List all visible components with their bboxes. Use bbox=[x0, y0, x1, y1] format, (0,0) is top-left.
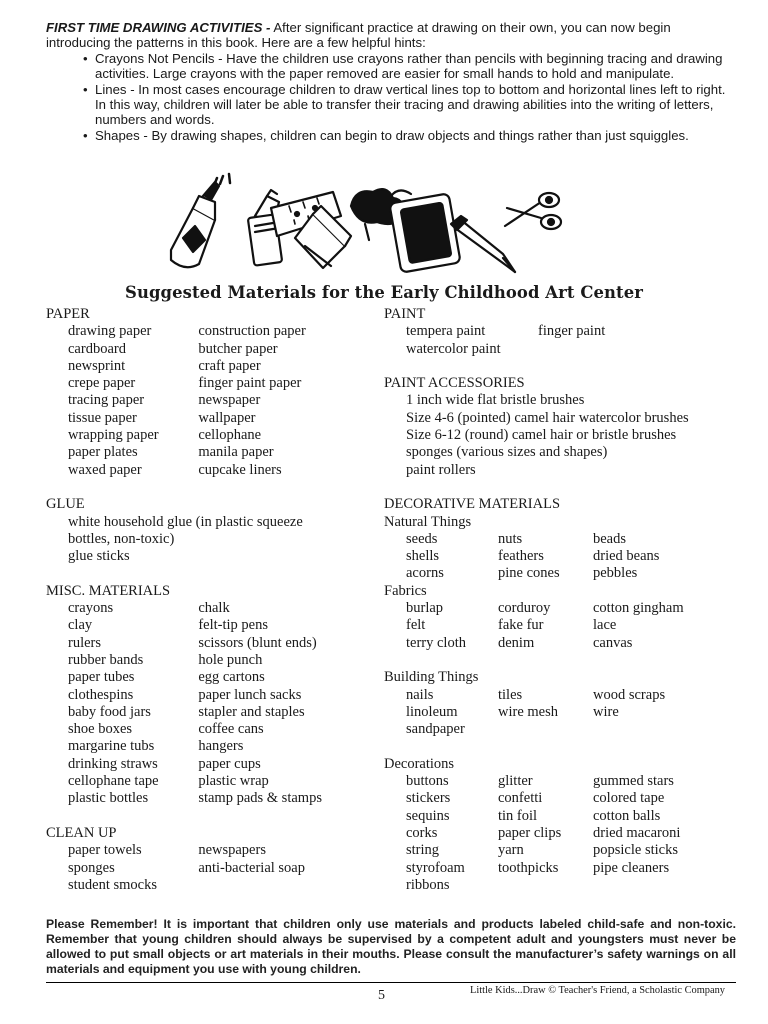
list-item: paper towels bbox=[68, 842, 142, 859]
list-item: sandpaper bbox=[406, 721, 465, 738]
list-item: construction paper bbox=[198, 323, 306, 340]
list-item: cotton balls bbox=[593, 807, 661, 824]
list-item: lace bbox=[593, 617, 617, 634]
list-row bbox=[384, 825, 744, 842]
list-item: drinking straws bbox=[68, 755, 158, 772]
list-item: tin foil bbox=[498, 807, 538, 824]
list-item: paper clips bbox=[498, 824, 562, 841]
list-item: clay bbox=[68, 617, 93, 634]
list-item: gummed stars bbox=[593, 773, 674, 790]
chalkboard-icon bbox=[389, 190, 460, 272]
list-item: finger paint paper bbox=[198, 375, 302, 392]
list-item: tracing paper bbox=[68, 392, 145, 409]
list-item: nuts bbox=[498, 530, 523, 547]
list-item: Size 6-12 (round) camel hair or bristle brushes bbox=[406, 427, 677, 444]
list-item: manila paper bbox=[198, 444, 274, 461]
list-row bbox=[46, 860, 376, 877]
list-item: sponges (various sizes and shapes) bbox=[406, 444, 608, 461]
section-decorative-materials bbox=[384, 496, 744, 894]
list-row bbox=[384, 842, 744, 859]
section-paint bbox=[384, 306, 744, 358]
hint-item: • Lines - In most cases encourage children to draw vertical lines top to bottom and horizontal lines left to right. In this way, children will later be able to transfer their tracing and drawing abilities into the writing of letters, numbers and words. bbox=[83, 81, 726, 128]
section-misc-materials bbox=[46, 583, 376, 808]
list-item: stapler and staples bbox=[198, 703, 305, 720]
list-item: sequins bbox=[406, 807, 450, 824]
list-item: fake fur bbox=[498, 617, 544, 634]
list-item: yarn bbox=[498, 842, 524, 859]
list-row bbox=[384, 565, 744, 582]
list-row bbox=[46, 375, 376, 392]
list-item: scissors (blunt ends) bbox=[198, 634, 317, 651]
list-item: baby food jars bbox=[68, 703, 151, 720]
list-item: margarine tubs bbox=[68, 738, 155, 755]
list-item: burlap bbox=[406, 600, 444, 617]
section-heading: CLEAN UP bbox=[46, 824, 117, 841]
list-item: toothpicks bbox=[498, 859, 559, 876]
list-item: waxed paper bbox=[68, 461, 142, 478]
list-item: pine cones bbox=[498, 565, 560, 582]
list-row bbox=[46, 635, 376, 652]
list-item: sponges bbox=[68, 859, 115, 876]
list-item: wire bbox=[593, 703, 619, 720]
list-row bbox=[384, 687, 744, 704]
list-row bbox=[46, 652, 376, 669]
list-row bbox=[46, 704, 376, 721]
list-item: popsicle sticks bbox=[593, 842, 678, 859]
subsection-heading: Natural Things bbox=[384, 513, 472, 530]
list-item: colored tape bbox=[593, 790, 665, 807]
list-row bbox=[46, 462, 376, 479]
list-item: cupcake liners bbox=[198, 461, 282, 478]
art-supplies-illustration bbox=[155, 168, 575, 276]
list-item: bottles, non-toxic) bbox=[68, 530, 175, 547]
page-number: 5 bbox=[378, 988, 385, 1003]
list-row bbox=[46, 756, 376, 773]
list-item: cardboard bbox=[68, 340, 126, 357]
list-item: felt-tip pens bbox=[198, 617, 268, 634]
list-item bbox=[593, 721, 743, 738]
list-item: confetti bbox=[498, 790, 543, 807]
list-item: chalk bbox=[198, 600, 230, 617]
list-item: crayons bbox=[68, 600, 114, 617]
list-item: terry cloth bbox=[406, 634, 466, 651]
list-item: plastic wrap bbox=[198, 773, 269, 790]
list-item: stickers bbox=[406, 790, 451, 807]
section-heading: PAINT bbox=[384, 306, 426, 322]
list-item: wallpaper bbox=[198, 409, 256, 426]
list-item: hangers bbox=[198, 738, 244, 755]
section-heading: GLUE bbox=[46, 496, 85, 513]
list-item: shells bbox=[406, 548, 440, 565]
section-heading: PAINT ACCESSORIES bbox=[384, 375, 525, 392]
section-paint-accessories bbox=[384, 375, 744, 479]
intro-paragraph bbox=[46, 20, 736, 143]
list-item: pebbles bbox=[593, 565, 638, 582]
list-row bbox=[46, 617, 376, 634]
bullet: • bbox=[83, 127, 88, 143]
list-item: styrofoam bbox=[406, 859, 465, 876]
subsection-heading: Fabrics bbox=[384, 582, 427, 599]
left-column bbox=[46, 306, 376, 894]
list-item: egg cartons bbox=[198, 669, 265, 686]
list-item: newspapers bbox=[198, 842, 266, 859]
intro-heading: FIRST TIME DRAWING ACTIVITIES - bbox=[46, 20, 271, 35]
list-item: wrapping paper bbox=[68, 427, 159, 444]
list-item: drawing paper bbox=[68, 323, 152, 340]
list-item: string bbox=[406, 842, 440, 859]
list-row bbox=[384, 531, 744, 548]
list-item: 1 inch wide flat bristle brushes bbox=[406, 392, 585, 409]
list-item: corduroy bbox=[498, 600, 551, 617]
list-item: feathers bbox=[498, 548, 544, 565]
list-item: paper tubes bbox=[68, 669, 135, 686]
list-item: plastic bottles bbox=[68, 790, 149, 807]
list-item: butcher paper bbox=[198, 340, 278, 357]
intro-text: After significant practice at drawing on their own, you can now begin introducing the patterns in this book. Here are a few helpful hints: bbox=[46, 20, 671, 51]
section-heading: MISC. MATERIALS bbox=[46, 582, 171, 599]
hint-item: • Crayons Not Pencils - Have the children use crayons rather than pencils with beginning tracing and drawing activities. Large crayons with the paper removed are easier for small hands to hold and manipulate. bbox=[83, 50, 723, 82]
list-row bbox=[46, 669, 376, 686]
list-item: canvas bbox=[593, 634, 633, 651]
hints-list bbox=[46, 51, 736, 143]
page-title: Suggested Materials for the Early Childhood Art Center bbox=[125, 283, 643, 302]
list-item: cellophane tape bbox=[68, 773, 159, 790]
list-row bbox=[384, 721, 744, 738]
list-item: glitter bbox=[498, 773, 533, 790]
list-item bbox=[538, 341, 718, 358]
subsection-heading: Decorations bbox=[384, 755, 455, 772]
list-item: white household glue (in plastic squeeze bbox=[68, 513, 303, 530]
list-row bbox=[384, 548, 744, 565]
list-row bbox=[46, 773, 376, 790]
list-row bbox=[46, 600, 376, 617]
list-item: nails bbox=[406, 686, 434, 703]
list-row bbox=[46, 358, 376, 375]
list-row bbox=[384, 341, 744, 358]
list-item: hole punch bbox=[198, 651, 263, 668]
glue-bottle-icon bbox=[171, 174, 230, 267]
list-row bbox=[384, 704, 744, 721]
list-item: linoleum bbox=[406, 703, 458, 720]
list-item: finger paint bbox=[538, 323, 606, 340]
list-item bbox=[198, 877, 376, 894]
right-column bbox=[384, 306, 744, 894]
list-row bbox=[46, 410, 376, 427]
list-item: dried beans bbox=[593, 548, 660, 565]
list-item: wood scraps bbox=[593, 686, 666, 703]
list-item: watercolor paint bbox=[406, 340, 501, 357]
list-item: tissue paper bbox=[68, 409, 137, 426]
safety-note: Please Remember! It is important that children only use materials and products labeled child-safe and non-toxic. Remember that young children should always be supervised by a competent adult and youngsters must never be allowed to put small objects or art materials in their mouths. Please consult the manufacturer’s safety warnings on all materials and equipment you use with young children. bbox=[46, 917, 736, 976]
list-row bbox=[384, 808, 744, 825]
list-row bbox=[46, 341, 376, 358]
list-item: crepe paper bbox=[68, 375, 136, 392]
list-item: pipe cleaners bbox=[593, 859, 670, 876]
list-item: stamp pads & stamps bbox=[198, 790, 322, 807]
scissors-icon bbox=[505, 193, 561, 229]
list-item: paint rollers bbox=[406, 461, 476, 478]
list-item: paper lunch sacks bbox=[198, 686, 302, 703]
list-item: dried macaroni bbox=[593, 824, 681, 841]
footer-divider bbox=[46, 982, 736, 983]
list-row bbox=[46, 738, 376, 755]
section-heading: DECORATIVE MATERIALS bbox=[384, 496, 561, 513]
list-row bbox=[46, 842, 376, 859]
list-row bbox=[384, 773, 744, 790]
list-item: corks bbox=[406, 824, 438, 841]
list-item: buttons bbox=[406, 773, 449, 790]
section-heading: PAPER bbox=[46, 306, 90, 322]
list-item: tempera paint bbox=[406, 323, 486, 340]
subsection-heading: Building Things bbox=[384, 669, 479, 686]
list-item: ribbons bbox=[406, 876, 450, 893]
list-item: newsprint bbox=[68, 357, 126, 374]
list-item: tiles bbox=[498, 686, 523, 703]
list-item: coffee cans bbox=[198, 721, 264, 738]
list-item: acorns bbox=[406, 565, 444, 582]
list-item: wire mesh bbox=[498, 703, 558, 720]
section-clean-up bbox=[46, 825, 376, 894]
list-row bbox=[46, 687, 376, 704]
list-item: paper plates bbox=[68, 444, 138, 461]
list-item: shoe boxes bbox=[68, 721, 133, 738]
list-item: rulers bbox=[68, 634, 102, 651]
list-item: paper cups bbox=[198, 755, 261, 772]
list-row bbox=[46, 323, 376, 340]
list-item: rubber bands bbox=[68, 651, 144, 668]
list-item: newspaper bbox=[198, 392, 261, 409]
footer-credit: Little Kids...Draw © Teacher's Friend, a Scholastic Company bbox=[470, 985, 725, 996]
list-row bbox=[46, 790, 376, 807]
bullet: • bbox=[83, 81, 88, 97]
list-row bbox=[384, 635, 744, 652]
list-item: beads bbox=[593, 530, 627, 547]
list-item: anti-bacterial soap bbox=[198, 859, 305, 876]
list-item bbox=[498, 877, 593, 894]
list-row bbox=[46, 427, 376, 444]
list-row bbox=[384, 877, 744, 894]
list-row bbox=[46, 877, 376, 894]
list-row bbox=[384, 790, 744, 807]
list-item: cellophane bbox=[198, 427, 262, 444]
section-paper bbox=[46, 306, 376, 479]
list-row bbox=[384, 323, 744, 340]
section-glue bbox=[46, 496, 376, 565]
list-item: denim bbox=[498, 634, 535, 651]
list-item: glue sticks bbox=[68, 548, 130, 565]
list-row bbox=[46, 392, 376, 409]
list-row bbox=[384, 600, 744, 617]
list-item: clothespins bbox=[68, 686, 134, 703]
list-item: seeds bbox=[406, 530, 438, 547]
list-item: Size 4-6 (pointed) camel hair watercolor brushes bbox=[406, 409, 689, 426]
list-row bbox=[384, 860, 744, 877]
list-item bbox=[498, 721, 593, 738]
list-item: craft paper bbox=[198, 357, 261, 374]
list-item: felt bbox=[406, 617, 426, 634]
bullet: • bbox=[83, 50, 88, 66]
list-item: cotton gingham bbox=[593, 600, 684, 617]
list-row bbox=[46, 721, 376, 738]
pencil-icon bbox=[451, 216, 515, 272]
list-item: student smocks bbox=[68, 876, 158, 893]
list-row bbox=[384, 617, 744, 634]
hint-item: • Shapes - By drawing shapes, children can begin to draw objects and things rather than just squiggles. bbox=[83, 127, 689, 143]
list-item bbox=[593, 877, 743, 894]
list-row bbox=[46, 444, 376, 461]
